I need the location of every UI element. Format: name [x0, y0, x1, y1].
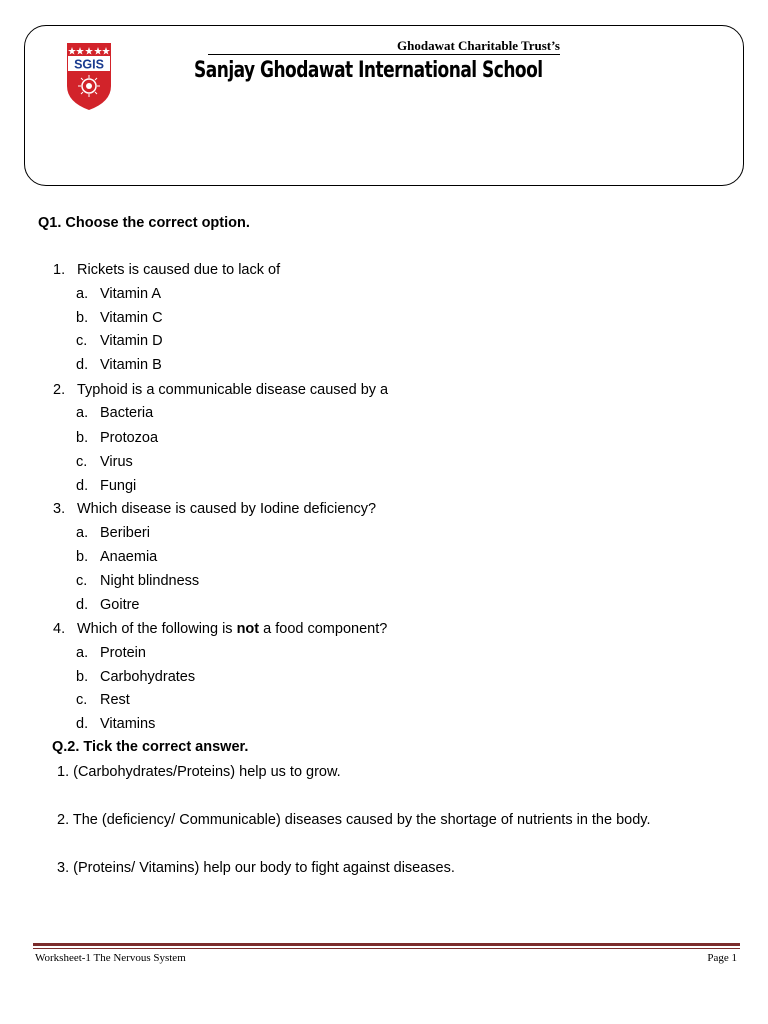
question-text: Which of the following is not a food component? — [77, 621, 388, 637]
option-text: Rest — [100, 692, 130, 708]
option-text: Goitre — [100, 597, 140, 613]
option-letter: b. — [76, 310, 89, 326]
question-text: Typhoid is a communicable disease caused by a — [77, 382, 389, 398]
question-text: Rickets is caused due to lack of — [77, 262, 281, 278]
footer-rule — [33, 943, 740, 946]
option-letter: c. — [76, 333, 88, 349]
option-text: Anaemia — [100, 549, 158, 565]
option-letter: b. — [76, 549, 89, 565]
option-text: Beriberi — [100, 525, 150, 541]
question-number: 3. — [53, 501, 66, 517]
option-text: Bacteria — [100, 405, 154, 421]
school-name: Sanjay Ghodawat International School — [194, 58, 543, 83]
option-text: Vitamin D — [100, 333, 163, 349]
question-text: Which disease is caused by Iodine deficiency? — [77, 501, 377, 517]
trust-name: Ghodawat Charitable Trust’s — [208, 39, 560, 55]
option-letter: d. — [76, 716, 89, 732]
option-letter: c. — [76, 573, 88, 589]
footer-rule-thin — [33, 948, 740, 949]
option-text: Protozoa — [100, 430, 159, 446]
option-letter: b. — [76, 430, 89, 446]
q2-heading: Q.2. Tick the correct answer. — [52, 739, 249, 755]
option-text: Virus — [100, 454, 133, 470]
tick-item-2: 2. The (deficiency/ Communicable) diseases caused by the shortage of nutrients in the body. — [57, 812, 651, 828]
logo-text: SGIS — [74, 57, 104, 72]
tick-item-1: 1. (Carbohydrates/Proteins) help us to grow. — [57, 764, 341, 780]
page-number: Page 1 — [707, 952, 737, 964]
tick-item-3: 3. (Proteins/ Vitamins) help our body to fight against diseases. — [57, 860, 455, 876]
question-number: 4. — [53, 621, 66, 637]
option-text: Vitamin C — [100, 310, 163, 326]
option-letter: a. — [76, 525, 89, 541]
option-text: Carbohydrates — [100, 669, 196, 685]
option-letter: b. — [76, 669, 89, 685]
option-text: Vitamins — [100, 716, 156, 732]
emphasis-not: not — [236, 621, 260, 637]
question-number: 2. — [53, 382, 66, 398]
question-number: 1. — [53, 262, 66, 278]
option-text: Night blindness — [100, 573, 200, 589]
option-text: Vitamin A — [100, 286, 161, 302]
footer-title: Worksheet-1 The Nervous System — [35, 952, 186, 964]
option-letter: a. — [76, 405, 89, 421]
option-letter: d. — [76, 478, 89, 494]
option-letter: d. — [76, 357, 89, 373]
option-text: Protein — [100, 645, 146, 661]
option-letter: a. — [76, 645, 89, 661]
option-letter: d. — [76, 597, 89, 613]
option-text: Vitamin B — [100, 357, 162, 373]
school-logo — [66, 42, 112, 111]
option-letter: a. — [76, 286, 89, 302]
option-letter: c. — [76, 454, 88, 470]
q1-heading: Q1. Choose the correct option. — [38, 215, 250, 231]
option-text: Fungi — [100, 478, 137, 494]
option-letter: c. — [76, 692, 88, 708]
